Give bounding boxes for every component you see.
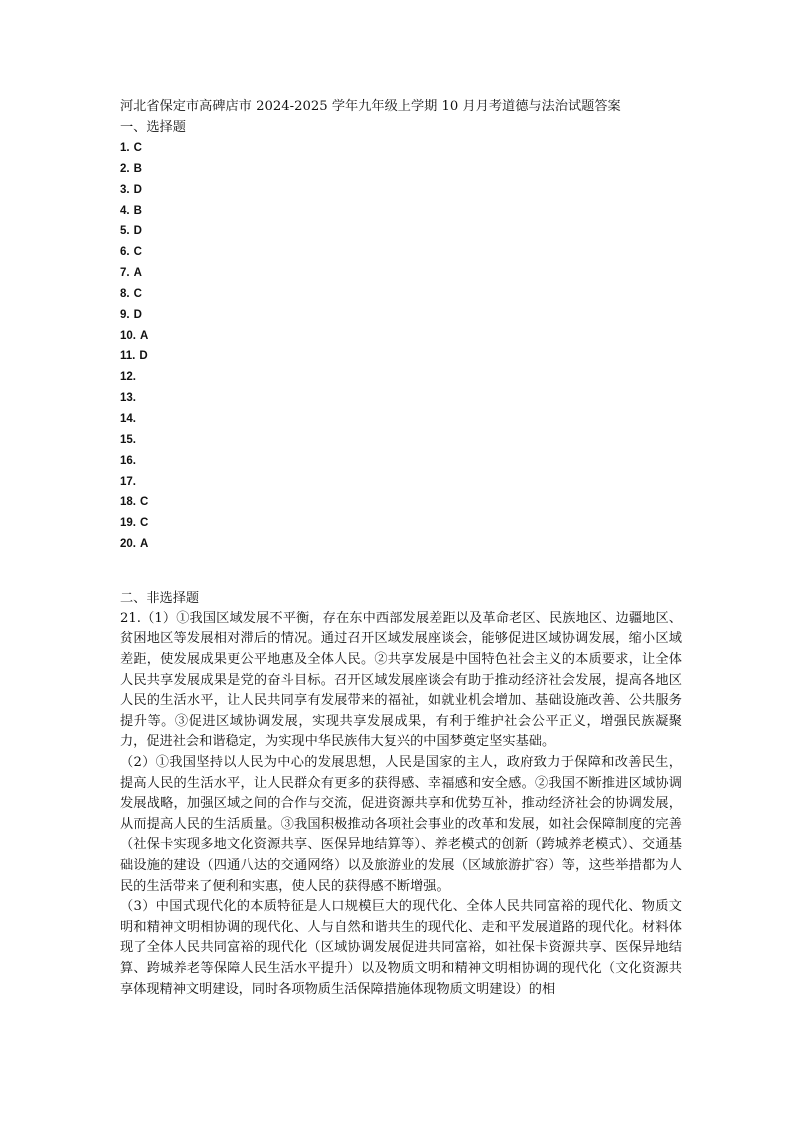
list-item: 5. D [120, 225, 142, 238]
list-item: 7. A [120, 267, 142, 280]
list-item: 17. [120, 475, 136, 488]
list-item: 14. [120, 412, 136, 425]
answer-paragraph-21-3: （3）中国式现代化的本质特征是人口规模巨大的现代化、全体人民共同富裕的现代化、物质文明和精神文明相协调的现代化、人与自然和谐共生的现代化、走和平发展道路的现代化。材料体现了全体人民共同富裕的现代化（区域协调发展促进共同富裕，如社保卡资源共享、医保异地结算、跨城养老等保障人民生活水平提升）以及物质文明和精神文明相协调的现代化（文化资源共享体现精神文明建设，同时各项物质生活保障措施体现物质文明建设）的相 [120, 899, 682, 997]
list-item: 19. C [120, 517, 149, 530]
list-item: 13. [120, 392, 136, 405]
document-title: 河北省保定市高碑店市 2024-2025 学年九年级上学期 10 月月考道德与法治试题答案 [120, 99, 621, 114]
list-item: 9. D [120, 308, 142, 321]
list-item: 4. B [120, 204, 142, 217]
section-heading-non-choice: 二、非选择题 [120, 590, 200, 606]
list-item: 3. D [120, 183, 142, 196]
section-heading-choice: 一、选择题 [120, 120, 186, 135]
list-item: 10. A [120, 329, 149, 342]
list-item: 20. A [120, 538, 149, 551]
list-item: 12. [120, 371, 136, 384]
list-item: 18. C [120, 496, 149, 509]
document-page [120, 96, 682, 1000]
list-item: 1. C [120, 142, 142, 154]
list-item: 11. D [120, 350, 148, 363]
answer-paragraph-21-2: （2）①我国坚持以人民为中心的发展思想，人民是国家的主人，政府致力于保障和改善民生，提高人民的生活水平，让人民群众有更多的获得感、幸福感和安全感。②我国不断推进区域协调发展战略，加强区域之间的合作与交流，促进资源共享和优势互补，推动经济社会的协调发展，从而提高人民的生活质量。③我国积极推动各项社会事业的改革和发展，如社会保障制度的完善（社保卡实现多地文化资源共享、医保异地结算等）、养老模式的创新（跨城养老模式）、交通基础设施的建设（四通八达的交通网络）以及旅游业的发展（区域旅游扩容）等，这些举措都为人民的生活带来了便利和实惠，使人民的获得感不断增强。 [120, 755, 682, 894]
list-item: 15. [120, 433, 136, 446]
section-spacer [120, 555, 682, 588]
answer-list [120, 138, 682, 555]
list-item: 8. C [120, 287, 142, 300]
list-item: 6. C [120, 246, 142, 259]
list-item: 2. B [120, 162, 142, 175]
answer-paragraph-21-1: 21.（1）①我国区域发展不平衡，存在东中西部发展差距以及革命老区、民族地区、边疆地区、贫困地区等发展相对滞后的情况。通过召开区域发展座谈会，能够促进区域协调发展，缩小区域差距，使发展成果更公平地惠及全体人民。②共享发展是中国特色社会主义的本质要求，让全体人民共享发展成果是党的奋斗目标。召开区域发展座谈会有助于推动经济社会发展，提高各地区人民的生活水平，让人民共同享有发展带来的福祉，如就业机会增加、基础设施改善、公共服务提升等。③促进区域协调发展，实现共享发展成果，有利于维护社会公平正义，增强民族凝聚力，促进社会和谐稳定，为实现中华民族伟大复兴的中国梦奠定坚实基础。 [120, 610, 682, 750]
list-item: 16. [120, 454, 136, 467]
